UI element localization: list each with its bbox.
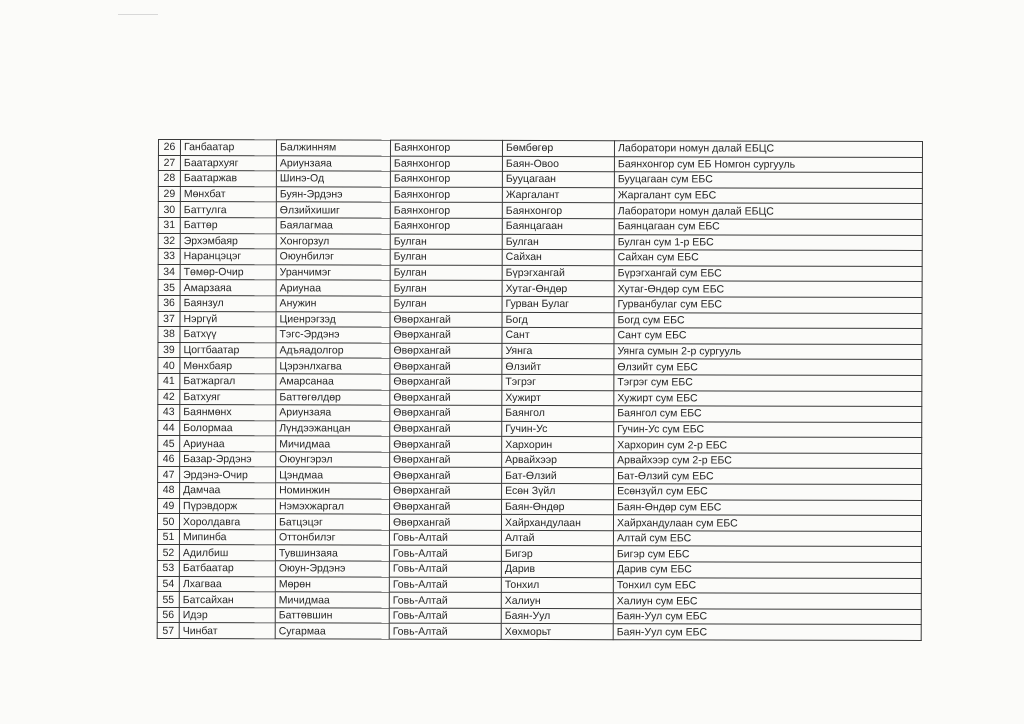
given-name-cell: Батцэцэг [275,514,389,530]
given-name-cell: Лүндээжанцан [276,420,390,436]
row-number: 42 [158,389,180,405]
surname-cell: Наранцэцэг [180,249,276,265]
given-name-cell: Оттонбилэг [275,530,389,546]
aimag-cell: Булган [390,234,502,250]
surname-cell: Дамчаа [180,483,276,499]
row-number: 33 [158,249,180,265]
school-cell: Халиун сум ЕБС [613,593,921,609]
aimag-cell: Баянхонгор [390,218,502,234]
aimag-cell: Өвөрхангай [390,421,502,437]
school-cell: Хутаг-Өндөр сум ЕБС [614,281,922,297]
row-number: 35 [158,280,180,296]
table-row [157,623,921,641]
school-cell: Лаборатори номун далай ЕБЦС [614,203,922,219]
aimag-cell: Баянхонгор [390,156,502,172]
school-cell: Арвайхээр сум 2-р ЕБС [614,453,922,469]
row-number: 54 [157,576,179,592]
surname-cell: Батхуяг [180,389,276,405]
surname-cell: Адилбиш [179,545,275,561]
school-cell: Алтай сум ЕБС [613,531,921,547]
school-cell: Гурванбулаг сум ЕБС [614,297,922,313]
sum-cell: Хутаг-Өндөр [502,281,614,297]
given-name-cell: Ариунзаяа [276,155,390,171]
school-cell: Есөнзүйл сум ЕБС [614,484,922,500]
surname-cell: Цогтбаатар [180,342,276,358]
sum-cell: Хайрхандулаан [501,515,613,531]
aimag-cell: Говь-Алтай [389,577,501,593]
sum-cell: Гурван Булаг [502,296,614,312]
surname-cell: Баянзул [180,295,276,311]
surname-cell: Батбаатар [179,561,275,577]
row-number: 32 [158,233,180,249]
aimag-cell: Говь-Алтай [389,561,501,577]
given-name-cell: Буян-Эрдэнэ [276,187,390,203]
aimag-cell: Говь-Алтай [389,592,501,608]
given-name-cell: Тувшинзаяа [275,545,389,561]
given-name-cell: Мичидмаа [276,436,390,452]
row-number: 51 [157,529,179,545]
aimag-cell: Говь-Алтай [389,608,501,624]
participants-table [157,139,923,641]
row-number: 36 [158,295,180,311]
participants-table-body [157,140,922,641]
row-number: 30 [158,202,180,218]
school-cell: Баянхонгор сум ЕБ Номгон сургууль [614,156,922,172]
school-cell: Тэгрэг сум ЕБС [614,375,922,391]
row-number: 26 [158,140,180,156]
sum-cell: Халиун [501,593,613,609]
aimag-cell: Өвөрхангай [390,468,502,484]
row-number: 56 [157,607,179,623]
given-name-cell: Ариунзаяа [276,405,390,421]
given-name-cell: Нэмэхжаргал [276,498,390,514]
surname-cell: Баттөр [180,218,276,234]
surname-cell: Мөнхбаяр [180,358,276,374]
surname-cell: Амарзаяа [180,280,276,296]
aimag-cell: Говь-Алтай [389,530,501,546]
row-number: 50 [157,514,179,530]
given-name-cell: Өлзийхишиг [276,202,390,218]
aimag-cell: Булган [390,280,502,296]
sum-cell: Бигэр [501,546,613,562]
sum-cell: Баянцагаан [502,218,614,234]
surname-cell: Батсайхан [179,592,275,608]
surname-cell: Мипинба [179,529,275,545]
scan-artifact [118,14,158,15]
sum-cell: Алтай [501,530,613,546]
aimag-cell: Булган [390,249,502,265]
given-name-cell: Оюунгэрэл [276,452,390,468]
school-cell: Баян-Уул сум ЕБС [613,609,921,625]
aimag-cell: Өвөрхангай [390,405,502,421]
aimag-cell: Баянхонгор [390,171,502,187]
sum-cell: Сант [502,328,614,344]
given-name-cell: Тэгс-Эрдэнэ [276,327,390,343]
row-number: 38 [158,327,180,343]
school-cell: Баян-Өндөр сум ЕБС [614,499,922,515]
surname-cell: Баттулга [180,202,276,218]
given-name-cell: Баттөвшин [275,608,389,624]
given-name-cell: Балжинням [276,140,390,156]
row-number: 43 [158,405,180,421]
sum-cell: Бат-Өлзий [502,468,614,484]
school-cell: Бүрэгхангай сум ЕБС [614,265,922,281]
surname-cell: Идэр [179,607,275,623]
given-name-cell: Мөрөн [275,576,389,592]
sum-cell: Тэгрэг [502,374,614,390]
sum-cell: Баянгол [502,405,614,421]
school-cell: Өлзийт сум ЕБС [614,359,922,375]
row-number: 46 [158,451,180,467]
school-cell: Бууцагаан сум ЕБС [614,172,922,188]
aimag-cell: Баянхонгор [390,187,502,203]
surname-cell: Хоролдавга [179,514,275,530]
surname-cell: Лхагваа [179,576,275,592]
row-number: 34 [158,264,180,280]
surname-cell: Чинбат [179,623,275,639]
sum-cell: Арвайхээр [502,452,614,468]
sum-cell: Бөмбөгөр [502,140,614,156]
given-name-cell: Баттөгөлдөр [276,389,390,405]
given-name-cell: Уранчимэг [276,265,390,281]
row-number: 44 [158,420,180,436]
aimag-cell: Өвөрхангай [390,499,502,515]
school-cell: Бат-Өлзий сум ЕБС [614,468,922,484]
row-number: 29 [158,186,180,202]
school-cell: Баянгол сум ЕБС [614,406,922,422]
sum-cell: Гучин-Ус [502,421,614,437]
school-cell: Тонхил сум ЕБС [613,577,921,593]
sum-cell: Тонхил [501,577,613,593]
surname-cell: Болормаа [180,420,276,436]
row-number: 28 [158,171,180,187]
aimag-cell: Баянхонгор [390,140,502,156]
school-cell: Дарив сум ЕБС [613,562,921,578]
given-name-cell: Сугармаа [275,623,389,639]
given-name-cell: Оюунбилэг [276,249,390,265]
school-cell: Сант сум ЕБС [614,328,922,344]
aimag-cell: Өвөрхангай [390,452,502,468]
surname-cell: Эрдэнэ-Очир [180,467,276,483]
sum-cell: Баян-Овоо [502,156,614,172]
row-number: 37 [158,311,180,327]
sum-cell: Бууцагаан [502,172,614,188]
given-name-cell: Баялагмаа [276,218,390,234]
sum-cell: Дарив [501,561,613,577]
surname-cell: Баатаржав [180,171,276,187]
aimag-cell: Өвөрхангай [390,390,502,406]
aimag-cell: Өвөрхангай [390,374,502,390]
aimag-cell: Булган [390,296,502,312]
surname-cell: Ариунаа [180,436,276,452]
aimag-cell: Өвөрхангай [390,483,502,499]
row-number: 48 [158,483,180,499]
sum-cell: Хужирт [502,390,614,406]
aimag-cell: Өвөрхангай [390,343,502,359]
aimag-cell: Говь-Алтай [389,624,501,640]
sum-cell: Богд [502,312,614,328]
given-name-cell: Цэрэнлхагва [276,358,390,374]
row-number: 27 [158,155,180,171]
surname-cell: Баатархуяг [180,155,276,171]
row-number: 57 [157,623,179,639]
sum-cell: Булган [502,234,614,250]
aimag-cell: Өвөрхангай [390,436,502,452]
sum-cell: Сайхан [502,250,614,266]
school-cell: Гучин-Ус сум ЕБС [614,421,922,437]
school-cell: Лаборатори номун далай ЕБЦС [614,141,922,157]
aimag-cell: Өвөрхангай [390,358,502,374]
school-cell: Баянцагаан сум ЕБС [614,219,922,235]
sum-cell: Уянга [502,343,614,359]
row-number: 53 [157,561,179,577]
surname-cell: Пүрэвдорж [180,498,276,514]
surname-cell: Нэргүй [180,311,276,327]
given-name-cell: Мичидмаа [275,592,389,608]
surname-cell: Баянмөнх [180,405,276,421]
surname-cell: Ганбаатар [180,140,276,156]
school-cell: Хархорин сум 2-р ЕБС [614,437,922,453]
given-name-cell: Амарсанаа [276,374,390,390]
row-number: 49 [158,498,180,514]
aimag-cell: Өвөрхангай [389,514,501,530]
given-name-cell: Оюун-Эрдэнэ [275,561,389,577]
row-number: 45 [158,436,180,452]
row-number: 39 [158,342,180,358]
sum-cell: Жаргалант [502,187,614,203]
given-name-cell: Цэндмаа [276,467,390,483]
sum-cell: Баян-Уул [501,608,613,624]
given-name-cell: Адъяадолгор [276,343,390,359]
school-cell: Хайрхандулаан сум ЕБС [613,515,921,531]
sum-cell: Өлзийт [502,359,614,375]
row-number: 55 [157,592,179,608]
row-number: 41 [158,373,180,389]
surname-cell: Батжаргал [180,373,276,389]
sum-cell: Баянхонгор [502,203,614,219]
aimag-cell: Өвөрхангай [390,312,502,328]
school-cell: Богд сум ЕБС [614,312,922,328]
school-cell: Хужирт сум ЕБС [614,390,922,406]
sum-cell: Хархорин [502,437,614,453]
given-name-cell: Хонгорзул [276,233,390,249]
row-number: 31 [158,217,180,233]
school-cell: Бигэр сум ЕБС [613,546,921,562]
sum-cell: Бүрэгхангай [502,265,614,281]
sum-cell: Хөхморьт [501,624,613,640]
school-cell: Уянга сумын 2-р сургууль [614,343,922,359]
surname-cell: Төмөр-Очир [180,264,276,280]
given-name-cell: Шинэ-Од [276,171,390,187]
surname-cell: Батхүү [180,327,276,343]
school-cell: Баян-Уул сум ЕБС [613,624,921,640]
sum-cell: Есөн Зүйл [502,483,614,499]
given-name-cell: Ариунаа [276,280,390,296]
surname-cell: Базар-Эрдэнэ [180,451,276,467]
school-cell: Сайхан сум ЕБС [614,250,922,266]
aimag-cell: Баянхонгор [390,202,502,218]
given-name-cell: Циенрэгзэд [276,311,390,327]
row-number: 40 [158,358,180,374]
aimag-cell: Өвөрхангай [390,327,502,343]
surname-cell: Эрхэмбаяр [180,233,276,249]
row-number: 52 [157,545,179,561]
school-cell: Жаргалант сум ЕБС [614,187,922,203]
surname-cell: Мөнхбат [180,186,276,202]
school-cell: Булган сум 1-р ЕБС [614,234,922,250]
sum-cell: Баян-Өндөр [502,499,614,515]
row-number: 47 [158,467,180,483]
given-name-cell: Анужин [276,296,390,312]
aimag-cell: Булган [390,265,502,281]
given-name-cell: Номинжин [276,483,390,499]
aimag-cell: Говь-Алтай [389,546,501,562]
